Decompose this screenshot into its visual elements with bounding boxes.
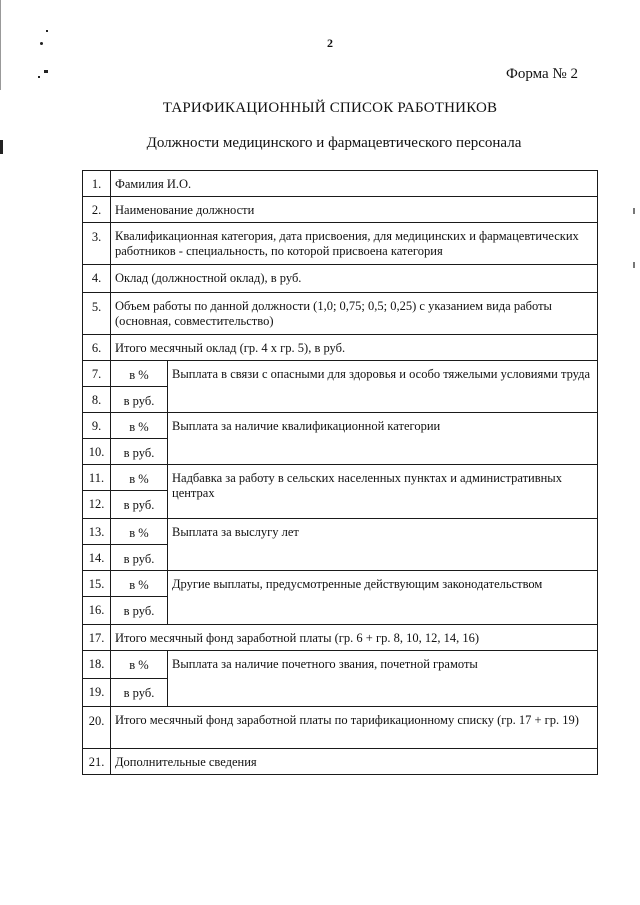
row-text: Выплата за выслугу лет [168, 519, 598, 571]
unit-rubles: в руб. [111, 387, 168, 413]
scan-mark [633, 262, 635, 268]
row-number: 15. [83, 571, 111, 597]
row-number: 17. [83, 625, 111, 651]
document-title: ТАРИФИКАЦИОННЫЙ СПИСОК РАБОТНИКОВ [162, 100, 498, 116]
row-number: 7. [83, 361, 111, 387]
table-row [83, 171, 598, 197]
row-text: Итого месячный фонд заработной платы (гр. 6 + гр. 8, 10, 12, 14, 16) [111, 625, 598, 651]
table-row [83, 749, 598, 775]
row-text: Итого месячный оклад (гр. 4 х гр. 5), в руб. [111, 335, 598, 361]
row-number: 16. [83, 597, 111, 625]
row-number: 20. [83, 707, 111, 749]
row-number: 12. [83, 491, 111, 519]
row-text: Дополнительные сведения [111, 749, 598, 775]
row-text: Выплата за наличие почетного звания, почетной грамоты [168, 651, 598, 707]
table-row [83, 413, 598, 439]
row-text: Выплата за наличие квалификационной категории [168, 413, 598, 465]
table-row [83, 335, 598, 361]
row-number: 18. [83, 651, 111, 679]
table-row [83, 197, 598, 223]
row-text: Другие выплаты, предусмотренные действующим законодательством [168, 571, 598, 625]
table-row [83, 707, 598, 749]
row-text: Фамилия И.О. [111, 171, 598, 197]
row-number: 21. [83, 749, 111, 775]
row-text: Надбавка за работу в сельских населенных пунктах и административных центрах [168, 465, 598, 519]
table-row [83, 293, 598, 335]
scan-mark [633, 208, 635, 214]
table-row [83, 465, 598, 491]
row-text: Выплата в связи с опасными для здоровья и особо тяжелыми условиями труда [168, 361, 598, 413]
unit-percent: в % [111, 465, 168, 491]
scan-mark [38, 76, 40, 78]
unit-percent: в % [111, 571, 168, 597]
row-number: 2. [83, 197, 111, 223]
row-number: 10. [83, 439, 111, 465]
unit-rubles: в руб. [111, 491, 168, 519]
row-number: 6. [83, 335, 111, 361]
document-subtitle: Должности медицинского и фармацевтического персонала [146, 135, 522, 151]
row-text: Итого месячный фонд заработной платы по тарификационному списку (гр. 17 + гр. 19) [111, 707, 598, 749]
table-row [83, 519, 598, 545]
tariff-table [82, 170, 598, 775]
table-row [83, 625, 598, 651]
row-number: 1. [83, 171, 111, 197]
unit-percent: в % [111, 413, 168, 439]
row-number: 3. [83, 223, 111, 265]
table-row [83, 571, 598, 597]
row-text: Квалификационная категория, дата присвоения, для медицинских и фармацевтических работников - специальность, по которой присвоена категория [111, 223, 598, 265]
unit-rubles: в руб. [111, 679, 168, 707]
unit-percent: в % [111, 519, 168, 545]
table-row [83, 361, 598, 387]
scan-mark [46, 30, 48, 32]
table-row [83, 265, 598, 293]
page-number: 2 [327, 36, 333, 50]
unit-rubles: в руб. [111, 545, 168, 571]
row-text: Объем работы по данной должности (1,0; 0,75; 0,5; 0,25) с указанием вида работы (основная, совместительство) [111, 293, 598, 335]
unit-rubles: в руб. [111, 597, 168, 625]
table-row [83, 651, 598, 679]
unit-rubles: в руб. [111, 439, 168, 465]
row-number: 14. [83, 545, 111, 571]
unit-percent: в % [111, 361, 168, 387]
unit-percent: в % [111, 651, 168, 679]
form-number: Форма № 2 [506, 66, 578, 82]
row-number: 8. [83, 387, 111, 413]
scan-mark [44, 70, 48, 73]
table-row [83, 223, 598, 265]
row-text: Оклад (должностной оклад), в руб. [111, 265, 598, 293]
row-number: 5. [83, 293, 111, 335]
row-number: 11. [83, 465, 111, 491]
row-number: 13. [83, 519, 111, 545]
row-text: Наименование должности [111, 197, 598, 223]
row-number: 4. [83, 265, 111, 293]
row-number: 9. [83, 413, 111, 439]
row-number: 19. [83, 679, 111, 707]
